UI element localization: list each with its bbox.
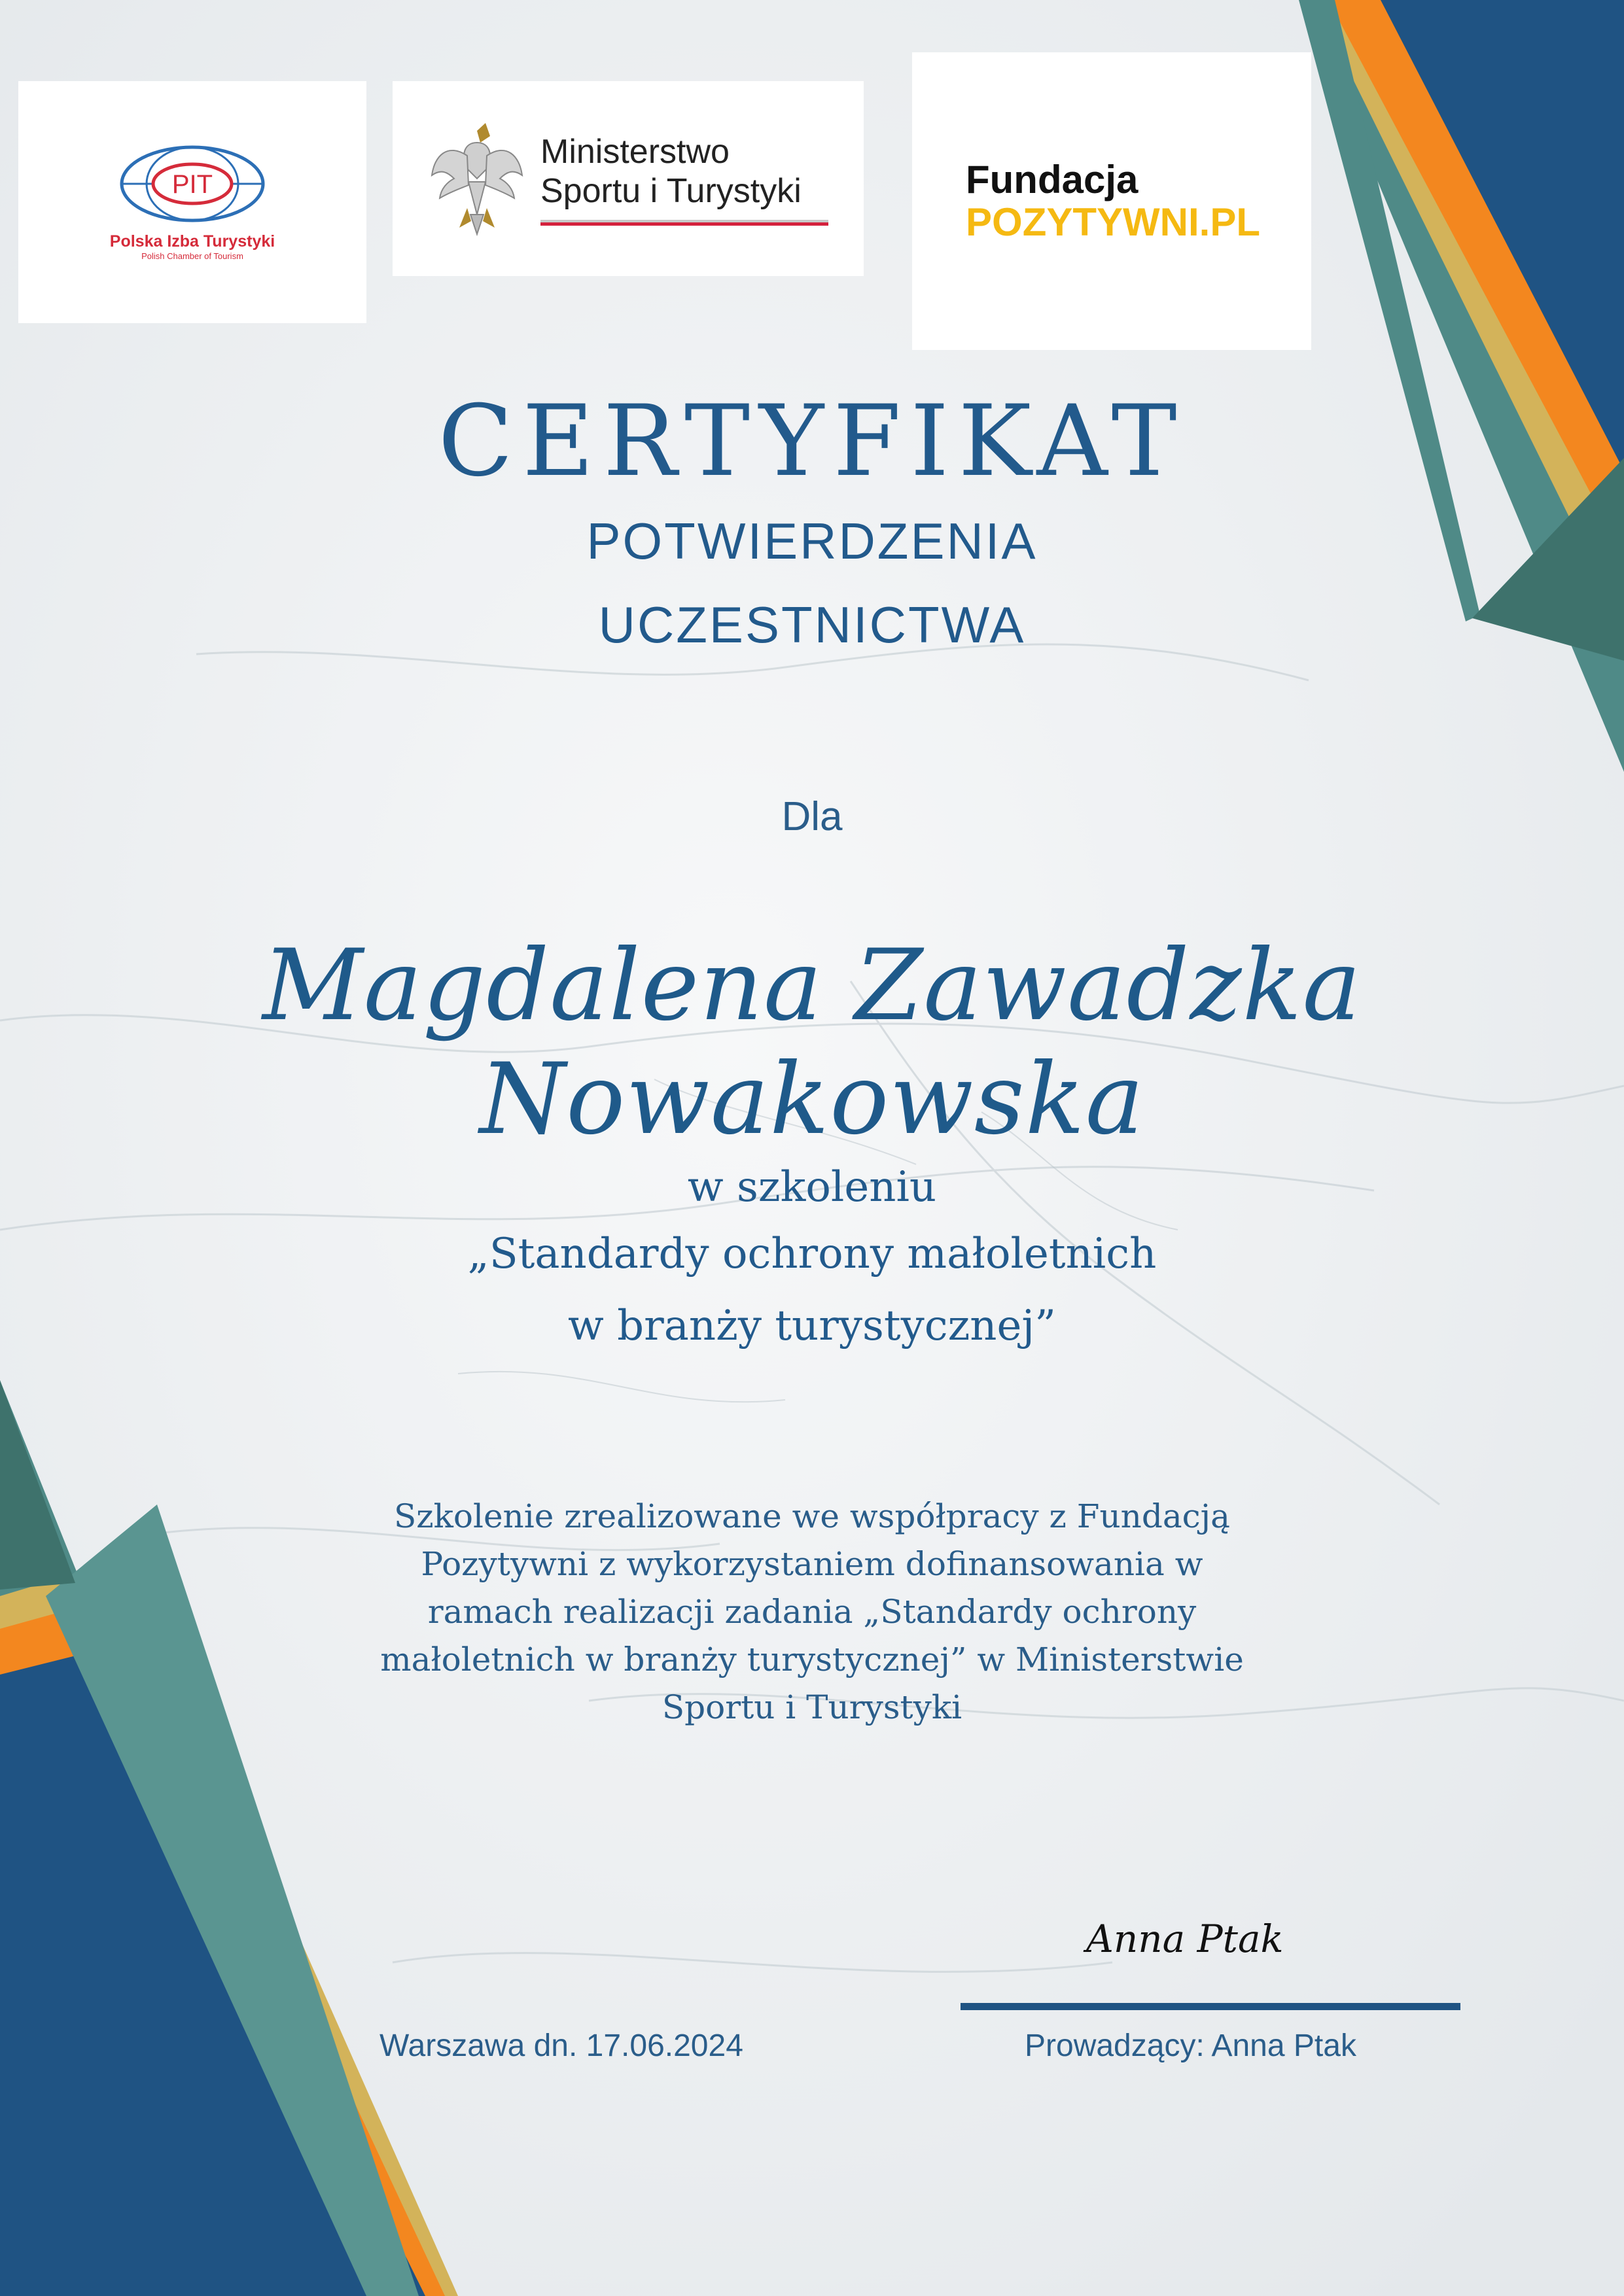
- pit-name-en: Polish Chamber of Tourism: [141, 251, 243, 261]
- signature-line: [961, 2003, 1460, 2010]
- description-line: Pozytywni z wykorzystaniem dofinansowania w: [421, 1545, 1203, 1583]
- recipient-name: Magdalena Zawadzka Nowakowska: [262, 929, 1362, 1157]
- certificate-subtitle-line2: UCZESTNICTWA: [598, 596, 1026, 653]
- foundation-name-line1: Fundacja: [966, 157, 1139, 201]
- place-date: Warszawa dn. 17.06.2024: [380, 2028, 743, 2063]
- description-line: Sportu i Turystyki: [662, 1688, 962, 1726]
- training-intro: w szkoleniu: [687, 1163, 937, 1211]
- foundation-logo: [912, 52, 1311, 350]
- ministry-logo: [393, 81, 864, 276]
- pit-logo: [18, 81, 366, 323]
- description-line: Szkolenie zrealizowane we współpracy z Fundacją: [393, 1497, 1230, 1535]
- ministry-name-line1: Ministerstwo: [540, 132, 730, 171]
- eagle-emblem-icon: [428, 116, 526, 241]
- description-line: ramach realizacji zadania „Standardy ochrony: [427, 1593, 1197, 1631]
- certificate-title: CERTYFIKAT: [438, 385, 1186, 498]
- certificate-subtitle-line1: POTWIERDZENIA: [586, 512, 1038, 570]
- signature: Anna Ptak: [1086, 1917, 1284, 1961]
- pit-name: Polska Izba Turystyki: [109, 232, 275, 251]
- training-title-line2: w branży turystycznej”: [568, 1302, 1056, 1350]
- pit-abbr-text: PIT: [171, 170, 213, 199]
- description-line: małoletnich w branży turystycznej” w Ministerstwie: [380, 1641, 1244, 1679]
- pit-globe-icon: [114, 143, 271, 228]
- ministry-name-line2: Sportu i Turystyki: [540, 171, 802, 210]
- for-label: Dla: [781, 794, 843, 839]
- ministry-flag-bar: [540, 220, 828, 226]
- instructor-label: Prowadzący: Anna Ptak: [1025, 2028, 1356, 2063]
- training-title-line1: „Standardy ochrony małoletnich: [467, 1230, 1157, 1278]
- foundation-name-line2: POZYTYWNI.PL: [966, 200, 1260, 244]
- description-block: [0, 1493, 1624, 1731]
